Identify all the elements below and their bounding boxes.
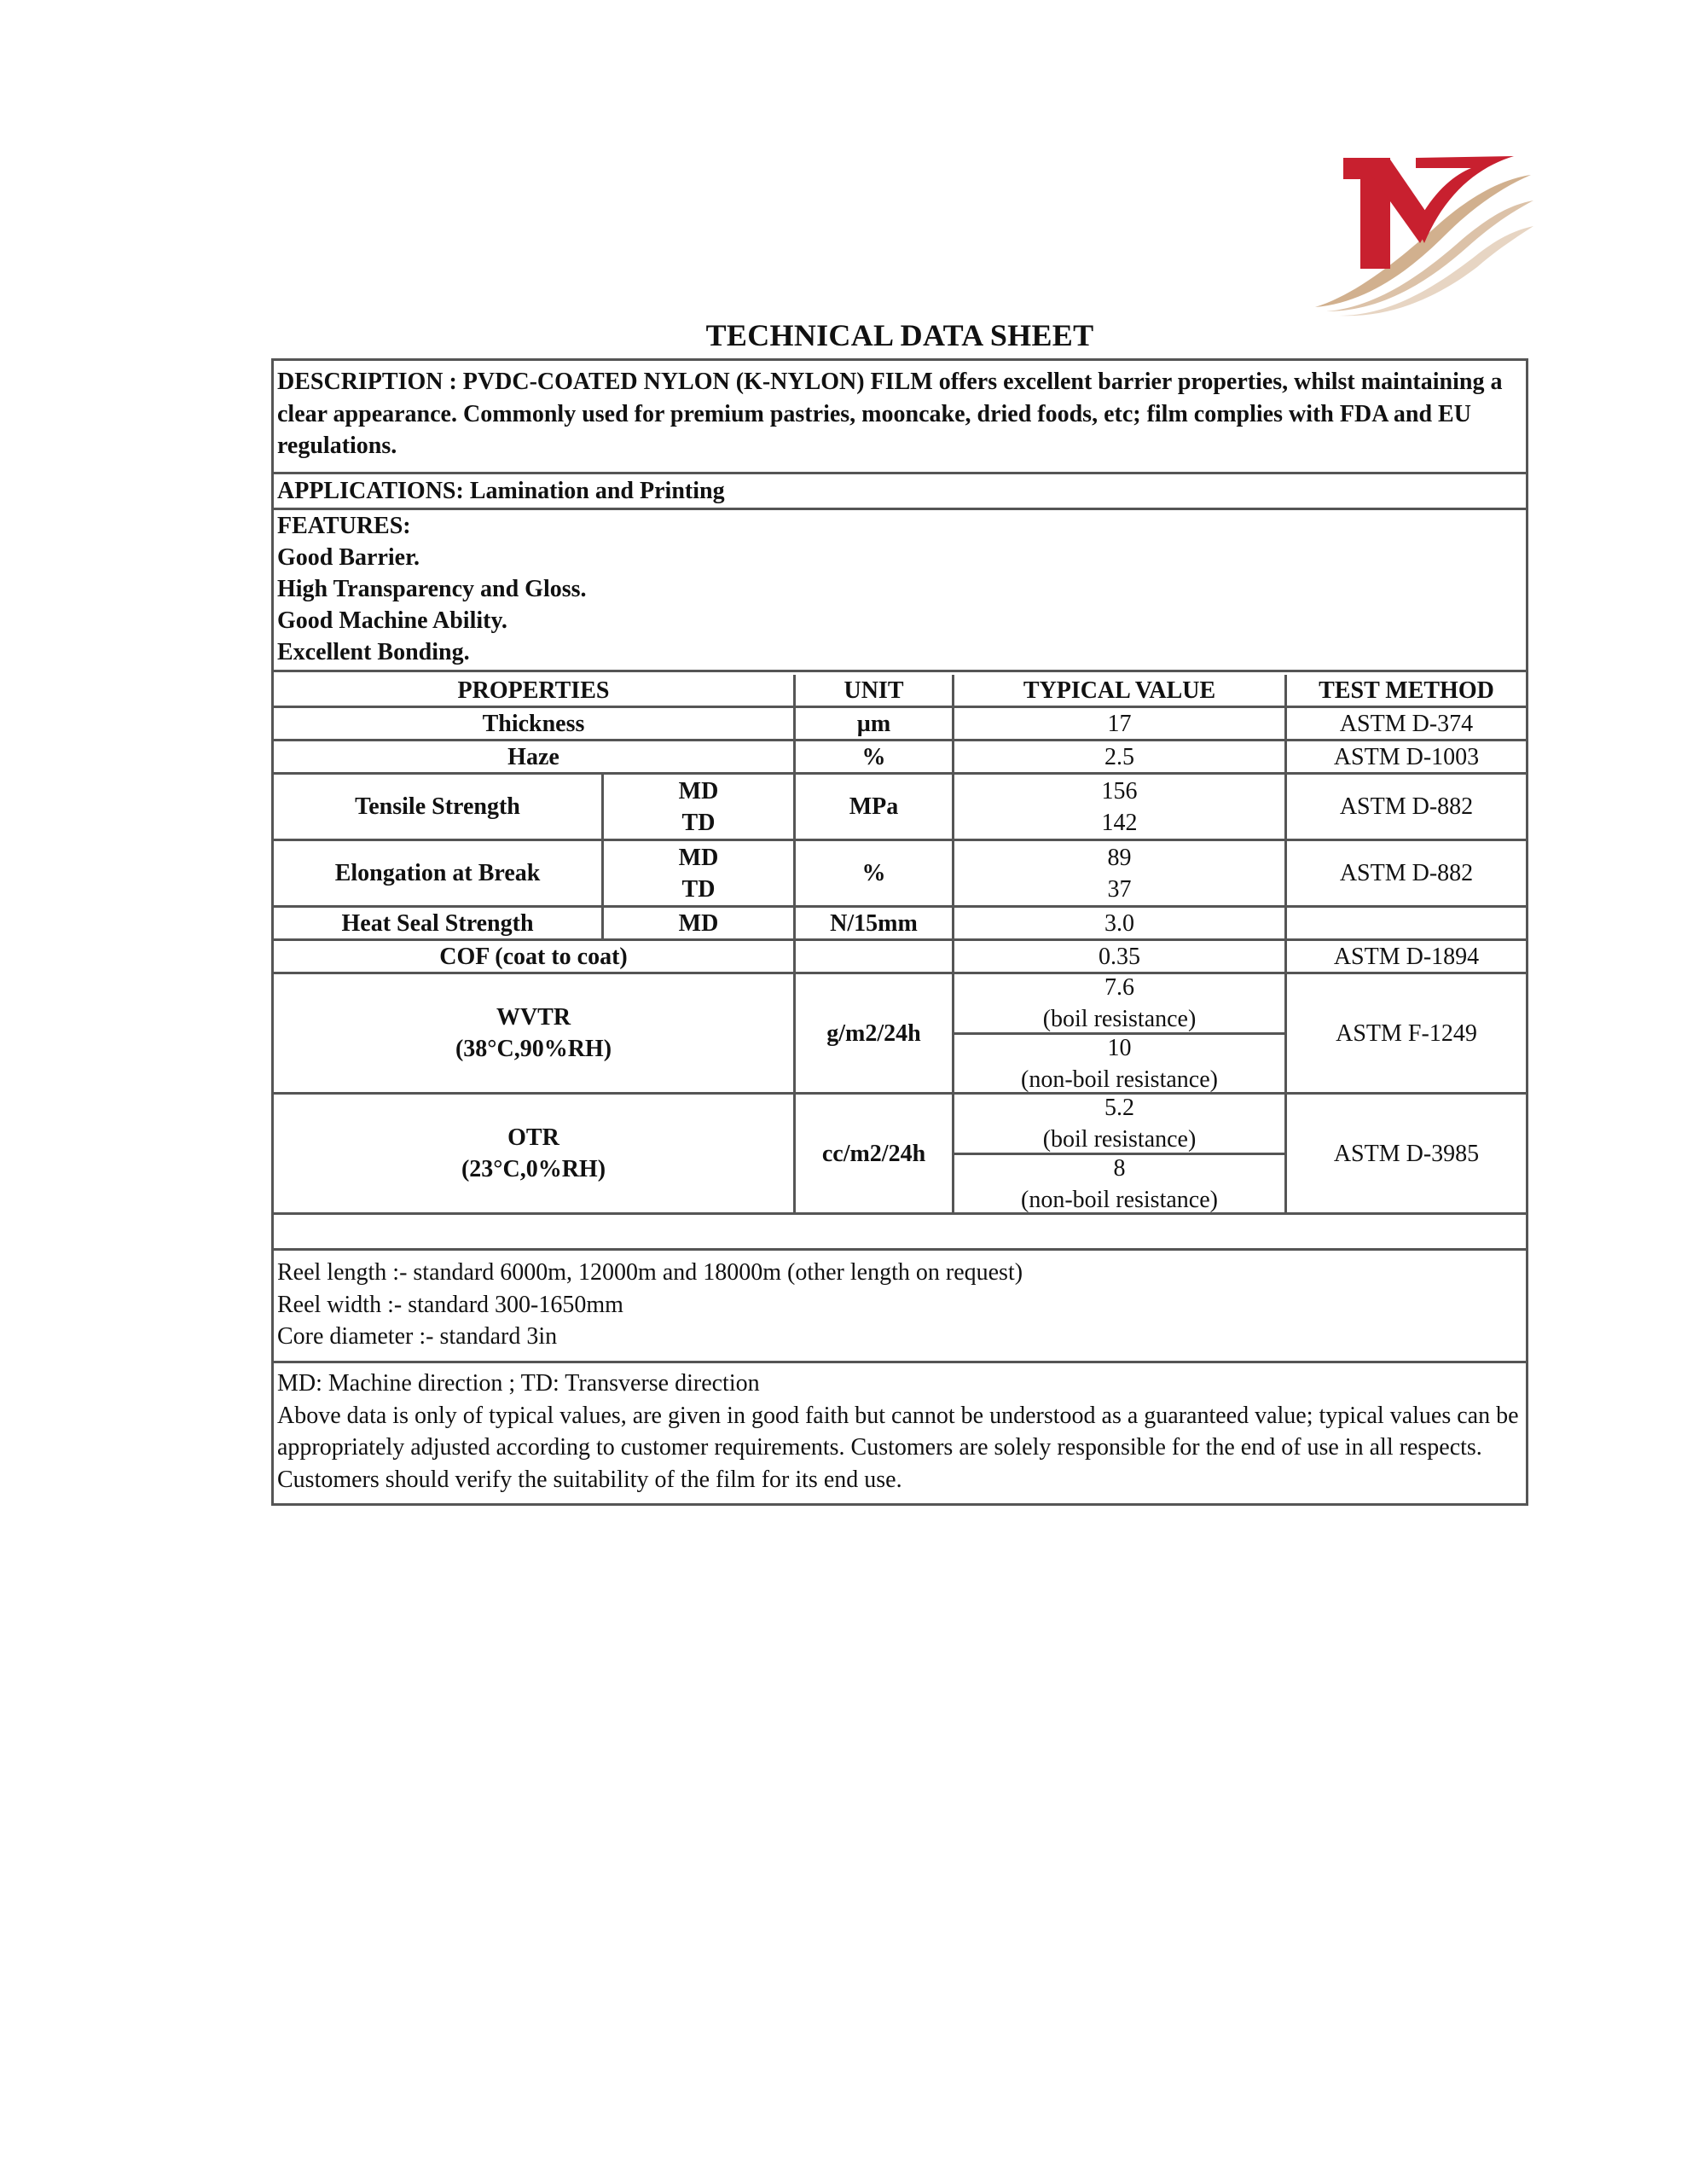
haze-label: Haze [274,741,796,775]
company-logo [1296,141,1535,320]
haze-value: 2.5 [954,741,1287,775]
heatseal-method [1287,908,1526,941]
otr-value1: 5.2 [1104,1095,1134,1121]
elongation-unit: % [796,841,954,908]
cof-label: COF (coat to coat) [274,941,796,974]
direction-legend: MD: Machine direction ; TD: Transverse direction [277,1370,760,1397]
wvtr-unit: g/m2/24h [796,974,954,1095]
wvtr-value2: 10 [1107,1034,1132,1061]
otr-unit: cc/m2/24h [796,1095,954,1215]
wvtr-value1: 7.6 [1104,974,1134,1001]
heatseal-label: Heat Seal Strength [274,908,604,941]
wvtr-label [274,974,796,1095]
cof-unit [796,941,954,974]
elongation-label: Elongation at Break [274,841,604,908]
cof-value: 0.35 [954,941,1287,974]
elongation-method: ASTM D-882 [1287,841,1526,908]
wvtr-name: WVTR [496,1004,571,1031]
wvtr-conditions: (38°C,90%RH) [455,1036,612,1062]
reel-info [274,1257,1526,1353]
core-diameter: Core diameter :- standard 3in [277,1323,558,1350]
wvtr-note1: (boil resistance) [1042,1006,1197,1032]
thickness-method: ASTM D-374 [1287,708,1526,741]
otr-conditions: (23°C,0%RH) [461,1156,606,1182]
otr-note2: (non-boil resistance) [1021,1186,1218,1213]
tensile-dir-md: MD [678,777,719,804]
otr-label [274,1095,796,1215]
header-typical-value: TYPICAL VALUE [954,675,1287,708]
tensile-directions [604,775,796,841]
otr-note1: (boil resistance) [1042,1126,1197,1153]
feature-item: High Transparency and Gloss. [277,576,587,602]
feature-item: Good Machine Ability. [277,607,507,634]
thickness-label: Thickness [274,708,796,741]
thickness-unit: µm [796,708,954,741]
otr-method: ASTM D-3985 [1287,1095,1526,1215]
features-heading: FEATURES: [277,513,411,539]
header-unit: UNIT [796,675,954,708]
properties-grid [274,675,1526,1214]
otr-value-nonboil [954,1155,1287,1215]
heatseal-direction: MD [604,908,796,941]
feature-item: Excellent Bonding. [277,639,470,665]
elongation-dir-md: MD [678,844,719,871]
description-text: DESCRIPTION : PVDC-COATED NYLON (K-NYLON) FILM offers excellent barrier properties, whilst maintaining a clear appearance. Commonly used for premium pastries, mooncake, dried foods, etc; film complies with FDA and EU regulations. [277,369,1503,459]
applications-text: APPLICATIONS: Lamination and Printing [277,478,725,504]
tensile-value-md: 156 [1101,777,1138,804]
thickness-value: 17 [954,708,1287,741]
wvtr-note2: (non-boil resistance) [1021,1066,1218,1093]
wvtr-value-nonboil [954,1035,1287,1095]
otr-name: OTR [507,1124,559,1151]
wvtr-value-boil [954,974,1287,1035]
haze-method: ASTM D-1003 [1287,741,1526,775]
elongation-directions [604,841,796,908]
header-test-method: TEST METHOD [1287,675,1526,708]
tensile-values [954,775,1287,841]
feature-item: Good Barrier. [277,544,420,571]
features-section [274,510,1526,668]
otr-value2: 8 [1113,1154,1126,1182]
heatseal-value: 3.0 [954,908,1287,941]
reel-length: Reel length :- standard 6000m, 12000m and 18000m (other length on request) [277,1259,1023,1286]
tensile-dir-td: TD [681,809,716,836]
haze-unit: % [796,741,954,775]
tensile-unit: MPa [796,775,954,841]
elongation-value-md: 89 [1107,844,1132,871]
data-sheet-table [271,358,1528,1506]
disclaimer-text: Above data is only of typical values, are given in good faith but cannot be understood as a guaranteed value; typical values can be appropriately adjusted according to customer requirements. Customers are solely responsible for the end of use in all respects. Customers should verify the suitability of the film for its end use. [277,1402,1519,1493]
document-title: TECHNICAL DATA SHEET [705,318,1094,352]
elongation-dir-td: TD [681,875,716,903]
tensile-value-td: 142 [1101,809,1138,836]
elongation-value-td: 37 [1107,875,1132,903]
wvtr-method: ASTM F-1249 [1287,974,1526,1095]
notes-section [274,1368,1526,1496]
cof-method: ASTM D-1894 [1287,941,1526,974]
heatseal-unit: N/15mm [796,908,954,941]
header-properties: PROPERTIES [274,675,796,708]
otr-value-boil [954,1095,1287,1155]
reel-width: Reel width :- standard 300-1650mm [277,1291,623,1318]
tensile-label: Tensile Strength [274,775,604,841]
tensile-method: ASTM D-882 [1287,775,1526,841]
elongation-values [954,841,1287,908]
